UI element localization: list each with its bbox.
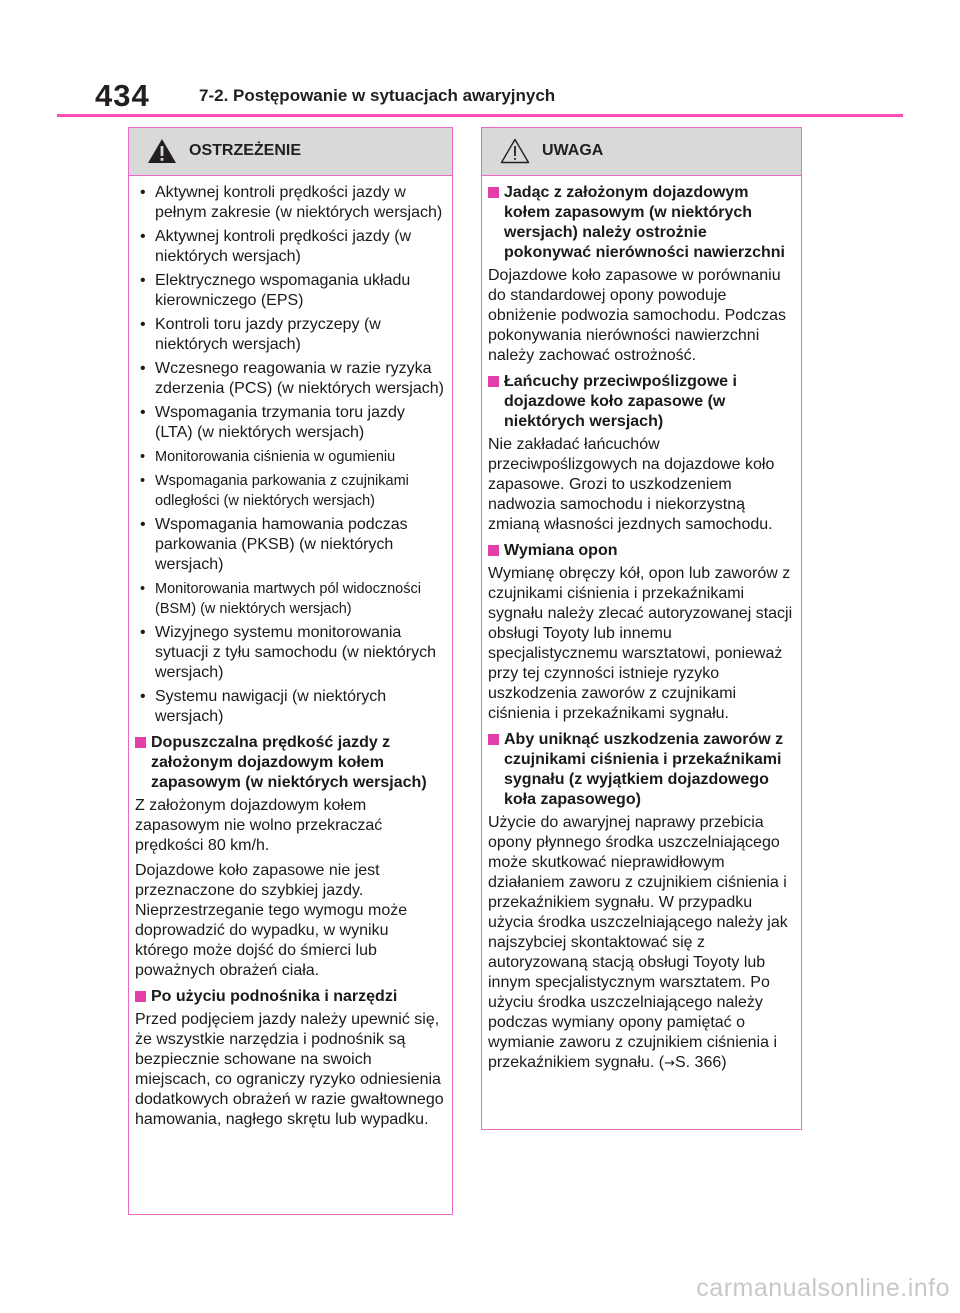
square-bullet-icon <box>488 545 499 556</box>
paragraph: Wymianę obręczy kół, opon lub zaworów z czujnikami ciśnienia i przekaźnikami sygnału należy zlecać autoryzowanej stacji obsługi Toyoty lub innemu specjalistycznemu warsztatowi, ponieważ przy tej czynności istnieje ryzyko uszkodzenia zaworów z czujnikami ciśnienia i przekaźnikami sygnału. <box>488 565 793 722</box>
caution-triangle-icon <box>499 137 531 165</box>
list-item: • Kontroli toru jazdy przyczepy (w niektórych wersjach) <box>135 315 445 355</box>
section-title: 7-2. Postępowanie w sytuacjach awaryjnych <box>199 86 556 105</box>
list-item: • Monitorowania martwych pól widoczności (BSM) (w niektórych wersjach) <box>135 579 445 619</box>
list-item: • Aktywnej kontroli prędkości jazdy w pełnym zakresie (w niektórych wersjach) <box>135 183 445 223</box>
square-bullet-icon <box>488 187 499 198</box>
square-bullet-icon <box>135 991 146 1002</box>
subsection-heading: Aby uniknąć uszkodzenia zaworów z czujnikami ciśnienia i przekaźnikami sygnału (z wyjątkiem dojazdowego koła zapasowego) <box>488 730 794 810</box>
page-number: 434 <box>95 78 150 113</box>
square-bullet-icon <box>488 376 499 387</box>
watermark: carmanualsonline.info <box>696 1274 950 1302</box>
list-item: • Aktywnej kontroli prędkości jazdy (w niektórych wersjach) <box>135 227 445 267</box>
warning-triangle-icon <box>146 137 178 165</box>
list-item: • Wspomagania parkowania z czujnikami odległości (w niektórych wersjach) <box>135 471 445 511</box>
paragraph: Dojazdowe koło zapasowe w porównaniu do standardowej opony powoduje obniżenie podwozia samochodu. Podczas pokonywania nierówności nawierzchni należy zachować ostrożność. <box>488 267 786 364</box>
notice-box <box>481 127 802 1130</box>
paragraph: Dojazdowe koło zapasowe nie jest przeznaczone do szybkiej jazdy. Nieprzestrzeganie tego wymogu może doprowadzić do wypadku, w wyniku którego może dojść do śmierci lub poważnych obrażeń ciała. <box>135 862 408 979</box>
square-bullet-icon <box>488 734 499 745</box>
subsection-heading: Łańcuchy przeciwpoślizgowe i dojazdowe koło zapasowe (w niektórych wersjach) <box>488 372 794 432</box>
paragraph: Przed podjęciem jazdy należy upewnić się, że wszystkie narzędzia i podnośnik są bezpiecznie schowane na swoich miejscach, co ograniczy ryzyko odniesienia dodatkowych obrażeń w razie gwałtownego hamowania, nagłego skrętu lub wypadku. <box>135 1011 444 1128</box>
header-rule <box>57 114 903 117</box>
paragraph: Z założonym dojazdowym kołem zapasowym nie wolno przekraczać prędkości 80 km/h. <box>135 797 383 854</box>
system-list <box>135 183 445 727</box>
page-reference[interactable]: S. 366 <box>674 1054 722 1071</box>
list-item: • Wspomagania hamowania podczas parkowania (PKSB) (w niektórych wersjach) <box>135 515 445 575</box>
list-item: • Wspomagania trzymania toru jazdy (LTA) (w niektórych wersjach) <box>135 403 445 443</box>
subsection-heading: Dopuszczalna prędkość jazdy z założonym dojazdowym kołem zapasowym (w niektórych wersjach) <box>135 733 445 793</box>
paragraph: Nie zakładać łańcuchów przeciwpoślizgowych na dojazdowe koło zapasowe. Grozi to uszkodzeniem nadwozia samochodu i niekorzystną zmianą własności jezdnych samochodu. <box>488 436 775 533</box>
arrow-right-icon: → <box>664 1056 675 1071</box>
paragraph: Użycie do awaryjnej naprawy przebicia opony płynnego środka uszczelniającego może skutkować nieprawidłowym działaniem zaworu z czujnikiem ciśnienia i przekaźnikiem sygnału. W przypadku użycia środka uszczelniającego należy jak najszybciej skontaktować się z autoryzowaną stacją obsługi Toyoty lub innym specjalistycznym warsztatem. Po użyciu środka uszczelniającego należy podczas wymiany opony pamiętać o wymianie zaworu z czujnikiem ciśnienia i przekaźnikiem sygnału. (→S. 366) <box>488 814 788 1071</box>
notice-body <box>482 176 801 1074</box>
list-item: • Monitorowania ciśnienia w ogumieniu <box>135 447 445 467</box>
warning-box <box>128 127 453 1215</box>
warning-body <box>129 176 452 1130</box>
list-item: • Systemu nawigacji (w niektórych wersjach) <box>135 687 445 727</box>
subsection-heading: Po użyciu podnośnika i narzędzi <box>135 987 445 1007</box>
subsection-heading: Wymiana opon <box>488 541 794 561</box>
notice-box-header <box>482 128 801 176</box>
warning-box-header <box>129 128 452 176</box>
square-bullet-icon <box>135 737 146 748</box>
list-item: • Elektrycznego wspomagania układu kierowniczego (EPS) <box>135 271 445 311</box>
warning-title: OSTRZEŻENIE <box>189 142 302 159</box>
list-item: • Wczesnego reagowania w razie ryzyka zderzenia (PCS) (w niektórych wersjach) <box>135 359 445 399</box>
notice-title: UWAGA <box>542 142 604 159</box>
list-item: • Wizyjnego systemu monitorowania sytuacji z tyłu samochodu (w niektórych wersjach) <box>135 623 445 683</box>
subsection-heading: Jadąc z założonym dojazdowym kołem zapasowym (w niektórych wersjach) należy ostrożnie pokonywać nierówności nawierzchni <box>488 183 794 263</box>
